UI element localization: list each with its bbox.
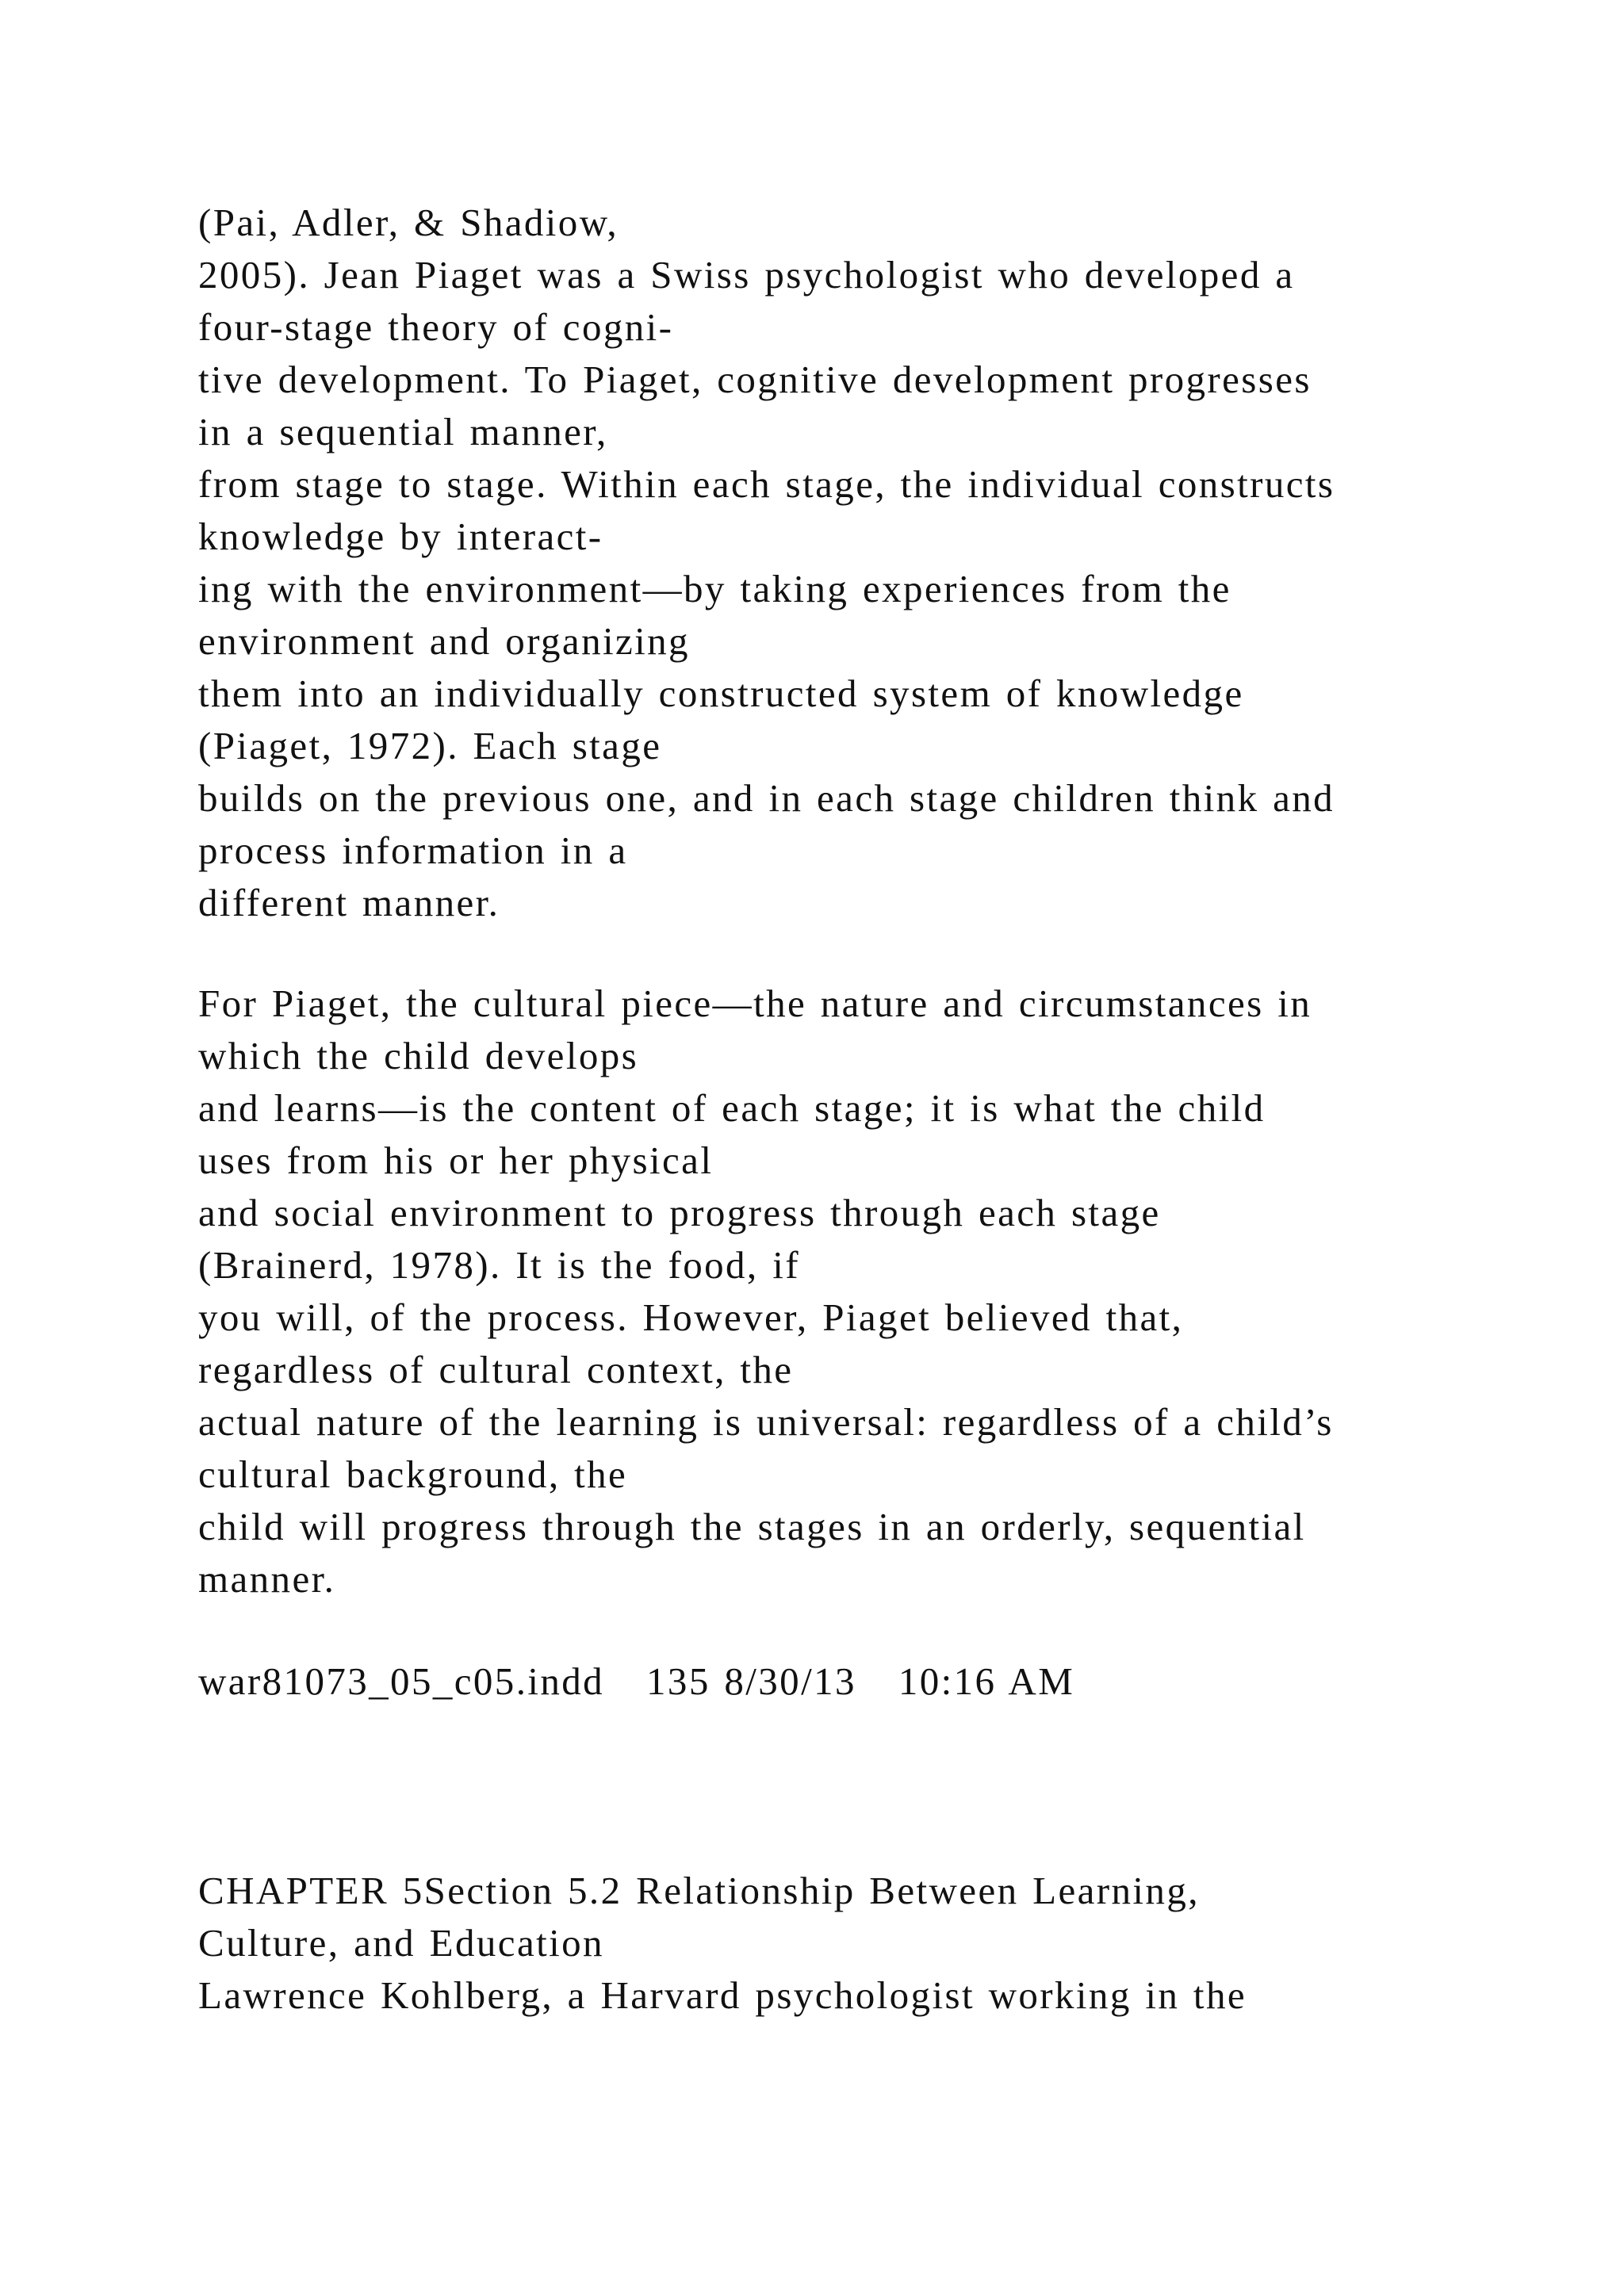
text-line: Lawrence Kohlberg, a Harvard psychologist working in the xyxy=(198,1973,1247,2017)
text-line: and social environment to progress through each stage xyxy=(198,1191,1161,1234)
text-line: four-stage theory of cogni- xyxy=(198,305,674,349)
text-line: process information in a xyxy=(198,828,628,872)
footer-slug-text: war81073_05_c05.indd 135 8/30/13 10:16 AM xyxy=(198,1659,1075,1703)
text-line: which the child develops xyxy=(198,1034,639,1077)
text-line: builds on the previous one, and in each stage children think and xyxy=(198,776,1335,820)
chapter-heading xyxy=(198,1865,1546,1969)
text-line: tive development. To Piaget, cognitive development progresses xyxy=(198,358,1312,401)
paragraph-piaget-theory xyxy=(198,197,1546,929)
print-slug-footer xyxy=(198,1655,1546,1708)
paragraph-kohlberg xyxy=(198,1969,1546,2022)
text-line: For Piaget, the cultural piece—the nature and circumstances in xyxy=(198,982,1312,1025)
paragraph-piaget-culture xyxy=(198,978,1546,1605)
text-line: uses from his or her physical xyxy=(198,1138,714,1182)
text-line: 2005). Jean Piaget was a Swiss psychologist who developed a xyxy=(198,253,1295,297)
text-line: different manner. xyxy=(198,881,500,924)
text-line: manner. xyxy=(198,1557,336,1601)
text-line: environment and organizing xyxy=(198,619,690,663)
text-line: regardless of cultural context, the xyxy=(198,1348,794,1391)
text-line: knowledge by interact- xyxy=(198,515,603,558)
text-line: and learns—is the content of each stage; it is what the child xyxy=(198,1086,1266,1130)
text-line: in a sequential manner, xyxy=(198,410,608,453)
text-line: (Pai, Adler, & Shadiow, xyxy=(198,201,619,244)
text-line: ing with the environment—by taking experiences from the xyxy=(198,567,1231,610)
text-line: child will progress through the stages in an orderly, sequential xyxy=(198,1505,1306,1548)
text-line: cultural background, the xyxy=(198,1452,628,1496)
text-line: (Brainerd, 1978). It is the food, if xyxy=(198,1243,800,1287)
heading-line: Culture, and Education xyxy=(198,1921,604,1965)
text-line: them into an individually constructed system of knowledge xyxy=(198,672,1244,715)
text-line: you will, of the process. However, Piaget believed that, xyxy=(198,1295,1184,1339)
text-line: actual nature of the learning is universal: regardless of a child’s xyxy=(198,1400,1334,1444)
heading-line: CHAPTER 5Section 5.2 Relationship Between Learning, xyxy=(198,1869,1200,1912)
text-line: (Piaget, 1972). Each stage xyxy=(198,724,662,767)
text-line: from stage to stage. Within each stage, the individual constructs xyxy=(198,462,1335,506)
